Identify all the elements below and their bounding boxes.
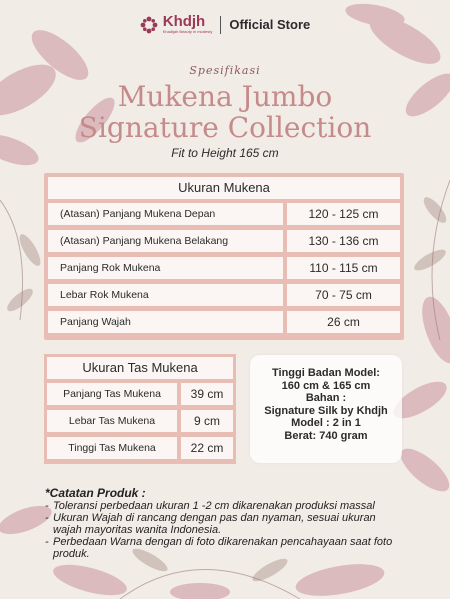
- row-value: 9 cm: [181, 410, 233, 432]
- weight: Berat: 740 gram: [284, 429, 368, 442]
- row-label: (Atasan) Panjang Mukena Depan: [48, 203, 283, 225]
- table-row: [48, 284, 400, 306]
- row-label: (Atasan) Panjang Mukena Belakang: [48, 230, 283, 252]
- brand-logo: [140, 15, 213, 34]
- row-label: Panjang Tas Mukena: [47, 383, 177, 405]
- header: [0, 15, 450, 34]
- note-text: Perbedaan Warna dengan di foto dikarenakan pencahayaan saat foto produk.: [53, 536, 393, 560]
- row-value: 110 - 115 cm: [287, 257, 400, 279]
- row-value: 22 cm: [181, 437, 233, 459]
- page-title-line1: Mukena Jumbo: [117, 80, 333, 113]
- brand-tagline: Khadijah Beauty in modesty: [162, 29, 213, 34]
- page-subtitle: Spesifikasi: [189, 64, 261, 77]
- row-value: 26 cm: [287, 311, 400, 333]
- bag-size-table: [44, 354, 236, 464]
- table-row: [48, 257, 400, 279]
- note-text: Toleransi perbedaan ukuran 1 -2 cm dikarenakan produksi massal: [53, 500, 375, 512]
- material-label: Bahan :: [305, 392, 347, 404]
- table-row: [48, 230, 400, 252]
- header-divider: [220, 16, 221, 34]
- table-row: [47, 437, 233, 459]
- brand-name: Khdjh: [162, 13, 206, 30]
- bag-table-header: Ukuran Tas Mukena: [47, 357, 233, 379]
- mukena-size-table: [44, 173, 404, 340]
- list-item: - Toleransi perbedaan ukuran 1 -2 cm dikarenakan produksi massal: [45, 500, 375, 512]
- row-value: 120 - 125 cm: [287, 203, 400, 225]
- list-item: - Perbedaan Warna dengan di foto dikarenakan pencahayaan saat foto produk.: [45, 536, 405, 560]
- model-height-label: Tinggi Badan Model:: [272, 367, 380, 379]
- fit-text: Fit to Height 165 cm: [171, 146, 279, 160]
- notes-title: *Catatan Produk :: [45, 486, 146, 500]
- model-info-card: [250, 355, 402, 463]
- table-row: [47, 383, 233, 405]
- row-label: Panjang Wajah: [48, 311, 283, 333]
- table-row: [48, 203, 400, 225]
- row-value: 70 - 75 cm: [287, 284, 400, 306]
- store-label: Official Store: [229, 17, 311, 32]
- row-label: Tinggi Tas Mukena: [47, 437, 177, 459]
- row-label: Lebar Tas Mukena: [47, 410, 177, 432]
- flower-logo-icon: [140, 16, 158, 34]
- model-type: Model : 2 in 1: [291, 417, 361, 429]
- model-height-value: 160 cm & 165 cm: [281, 379, 371, 392]
- product-notes: [45, 487, 405, 560]
- row-value: 39 cm: [181, 383, 233, 405]
- mukena-table-header: Ukuran Mukena: [48, 177, 400, 199]
- note-text: Ukuran Wajah di rancang dengan pas dan nyaman, sesuai ukuran wajah mayoritas wanita Indonesia.: [53, 512, 376, 536]
- table-row: [48, 311, 400, 333]
- material-value: Signature Silk by Khdjh: [264, 404, 388, 417]
- list-item: - Ukuran Wajah di rancang dengan pas dan nyaman, sesuai ukuran wajah mayoritas wanita Indonesia.: [45, 512, 405, 536]
- row-value: 130 - 136 cm: [287, 230, 400, 252]
- row-label: Panjang Rok Mukena: [48, 257, 283, 279]
- row-label: Lebar Rok Mukena: [48, 284, 283, 306]
- page-title-line2: Signature Collection: [78, 111, 372, 144]
- table-row: [47, 410, 233, 432]
